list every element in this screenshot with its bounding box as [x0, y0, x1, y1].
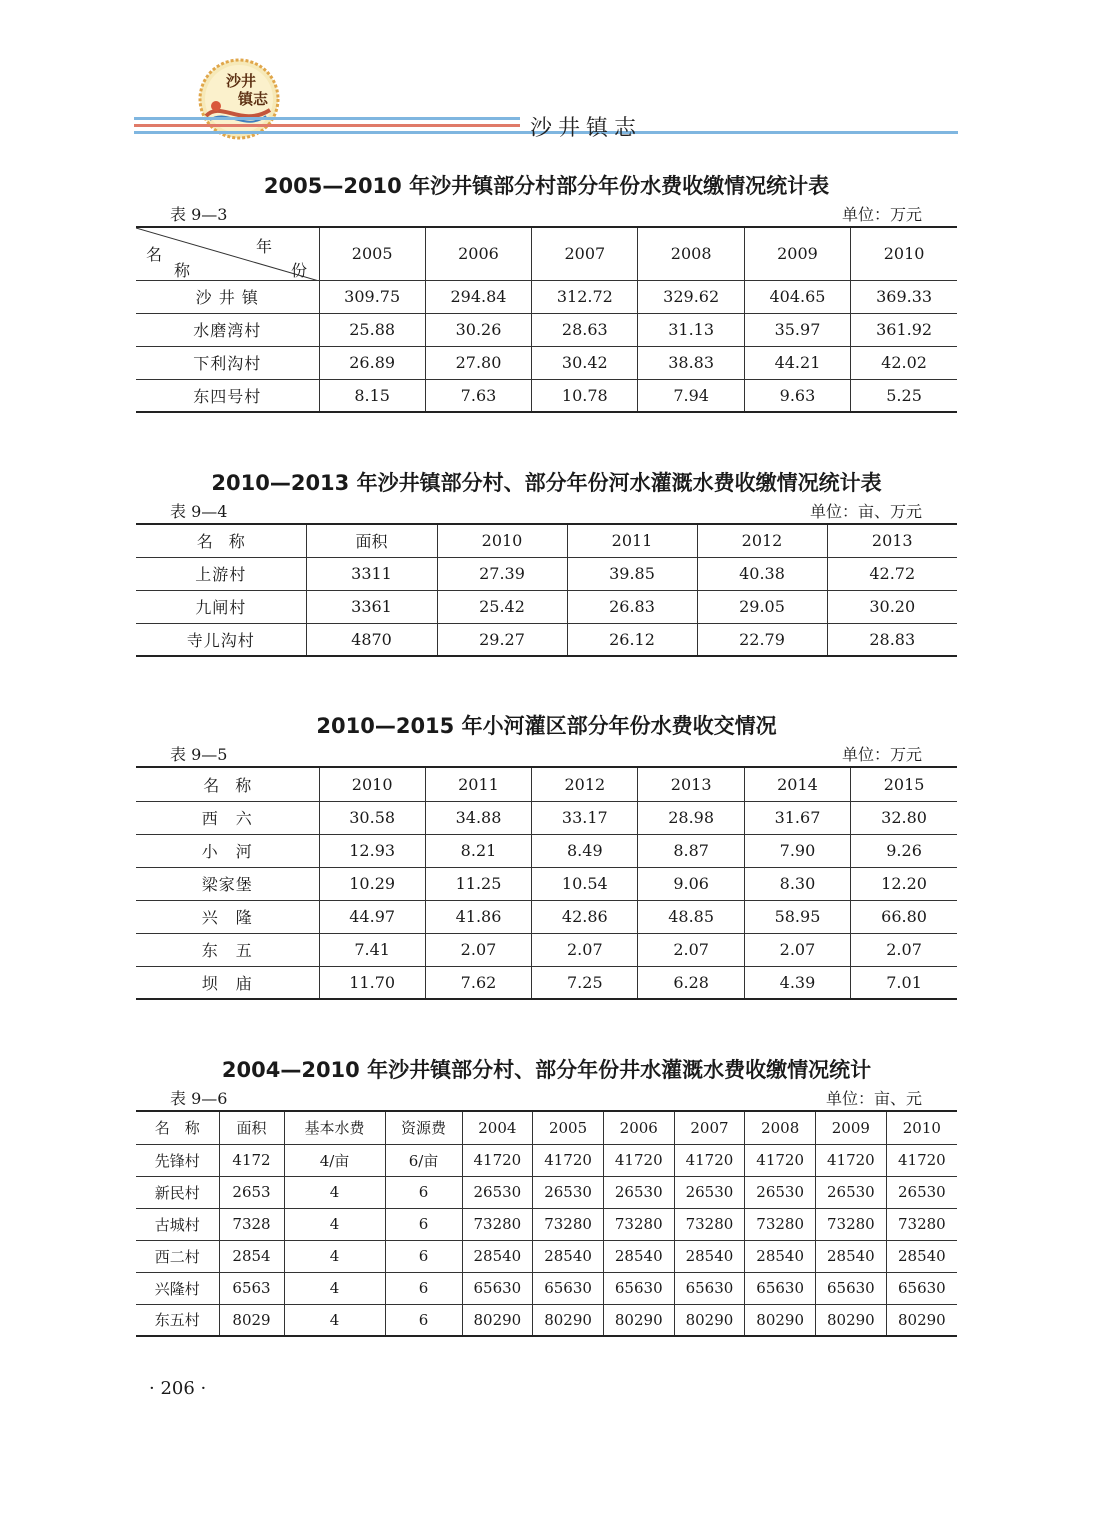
column-header: 2011: [567, 524, 697, 557]
column-header: 2006: [425, 227, 531, 280]
table-unit: 单位：万元: [841, 745, 922, 764]
table-row: [136, 801, 957, 834]
cell-value: 42.86: [532, 900, 638, 933]
row-name: 兴隆村: [136, 1272, 219, 1304]
cell-value: 26530: [886, 1176, 957, 1208]
corner-label-fen: 份: [291, 261, 308, 280]
cell-value: 4: [284, 1240, 385, 1272]
row-name: 古城村: [136, 1208, 219, 1240]
table-section-9-4: [136, 467, 957, 657]
column-header: 2012: [697, 524, 827, 557]
table-row: [136, 1240, 957, 1272]
table-title: 2010—2013 年沙井镇部分村、部分年份河水灌溉水费收缴情况统计表: [211, 471, 882, 495]
column-header: 2005: [319, 227, 425, 280]
cell-value: 8.49: [532, 834, 638, 867]
cell-value: 38.83: [638, 346, 744, 379]
cell-value: 28540: [745, 1240, 816, 1272]
cell-value: 312.72: [532, 280, 638, 313]
table-number: 表 9—3: [170, 205, 228, 224]
cell-value: 41720: [886, 1144, 957, 1176]
row-name: 小 河: [136, 834, 319, 867]
cell-value: 12.20: [851, 867, 957, 900]
table-unit: 单位：亩、万元: [809, 502, 922, 521]
cell-value: 73280: [462, 1208, 533, 1240]
cell-value: 8.21: [425, 834, 531, 867]
cell-value: 30.42: [532, 346, 638, 379]
cell-value: 294.84: [425, 280, 531, 313]
header-rule-blue-top: [134, 117, 520, 120]
cell-value: 27.80: [425, 346, 531, 379]
cell-value: 4.39: [744, 966, 850, 999]
cell-value: 41720: [674, 1144, 745, 1176]
cell-value: 12.93: [319, 834, 425, 867]
table-row: [136, 867, 957, 900]
river-irrigation-fee-table-9-4: [136, 523, 957, 657]
cell-value: 4870: [306, 623, 437, 656]
column-header: 基本水费: [284, 1111, 385, 1144]
table-number: 表 9—4: [170, 502, 228, 521]
cell-value: 6: [385, 1272, 462, 1304]
column-header: 2008: [638, 227, 744, 280]
corner-label-year: 年: [256, 237, 273, 256]
table-row: [136, 623, 957, 656]
row-name: 西二村: [136, 1240, 219, 1272]
cell-value: 309.75: [319, 280, 425, 313]
cell-value: 28540: [674, 1240, 745, 1272]
row-name: 西 六: [136, 801, 319, 834]
table-row: [136, 900, 957, 933]
cell-value: 29.05: [697, 590, 827, 623]
table-row: [136, 1304, 957, 1336]
svg-text:沙井: 沙井: [226, 72, 257, 90]
cell-value: 41720: [745, 1144, 816, 1176]
column-header: 2007: [674, 1111, 745, 1144]
cell-value: 65630: [674, 1272, 745, 1304]
table-row: [136, 313, 957, 346]
column-header: 2013: [827, 524, 957, 557]
column-header: 2013: [638, 767, 744, 801]
cell-value: 28540: [462, 1240, 533, 1272]
xiaohe-irrigation-fee-table-9-5: [136, 766, 957, 1000]
cell-value: 40.38: [697, 557, 827, 590]
cell-value: 6/亩: [385, 1144, 462, 1176]
book-emblem-logo: [196, 58, 282, 140]
page-number: · 206 ·: [149, 1378, 207, 1399]
cell-value: 9.63: [744, 379, 850, 412]
cell-value: 2.07: [638, 933, 744, 966]
row-name: 坝 庙: [136, 966, 319, 999]
cell-value: 6: [385, 1240, 462, 1272]
cell-value: 2.07: [744, 933, 850, 966]
cell-value: 80290: [816, 1304, 887, 1336]
cell-value: 29.27: [437, 623, 567, 656]
column-header: 2012: [532, 767, 638, 801]
cell-value: 28540: [603, 1240, 674, 1272]
row-name: 东四号村: [136, 379, 319, 412]
column-header: 2010: [319, 767, 425, 801]
cell-value: 25.88: [319, 313, 425, 346]
row-name: 梁家堡: [136, 867, 319, 900]
cell-value: 28540: [533, 1240, 604, 1272]
cell-value: 10.54: [532, 867, 638, 900]
cell-value: 4172: [219, 1144, 284, 1176]
cell-value: 80290: [603, 1304, 674, 1336]
cell-value: 25.42: [437, 590, 567, 623]
cell-value: 48.85: [638, 900, 744, 933]
cell-value: 7328: [219, 1208, 284, 1240]
cell-value: 7.62: [425, 966, 531, 999]
column-header: 2014: [744, 767, 850, 801]
cell-value: 26.12: [567, 623, 697, 656]
cell-value: 41720: [603, 1144, 674, 1176]
cell-value: 2.07: [532, 933, 638, 966]
table-title: 2010—2015 年小河灌区部分年份水费收交情况: [316, 714, 777, 738]
diagonal-header-cell: [136, 227, 319, 280]
cell-value: 80290: [533, 1304, 604, 1336]
cell-value: 31.13: [638, 313, 744, 346]
cell-value: 5.25: [851, 379, 957, 412]
column-header: 2006: [603, 1111, 674, 1144]
table-row: [136, 1144, 957, 1176]
column-header: 名 称: [136, 767, 319, 801]
column-header: 2005: [533, 1111, 604, 1144]
cell-value: 73280: [886, 1208, 957, 1240]
well-irrigation-fee-table-9-6: [136, 1110, 957, 1337]
row-name: 沙 井 镇: [136, 280, 319, 313]
cell-value: 8.87: [638, 834, 744, 867]
cell-value: 26530: [816, 1176, 887, 1208]
cell-value: 8029: [219, 1304, 284, 1336]
cell-value: 8.30: [744, 867, 850, 900]
cell-value: 6: [385, 1304, 462, 1336]
cell-value: 26530: [674, 1176, 745, 1208]
cell-value: 32.80: [851, 801, 957, 834]
cell-value: 404.65: [744, 280, 850, 313]
running-title: 沙井镇志: [530, 116, 643, 141]
row-name: 上游村: [136, 557, 306, 590]
cell-value: 80290: [886, 1304, 957, 1336]
cell-value: 41720: [816, 1144, 887, 1176]
cell-value: 4/亩: [284, 1144, 385, 1176]
table-row: [136, 379, 957, 412]
cell-value: 28.63: [532, 313, 638, 346]
cell-value: 58.95: [744, 900, 850, 933]
cell-value: 41720: [533, 1144, 604, 1176]
cell-value: 80290: [745, 1304, 816, 1336]
table-title: 2005—2010 年沙井镇部分村部分年份水费收缴情况统计表: [263, 174, 830, 198]
cell-value: 26.83: [567, 590, 697, 623]
cell-value: 26530: [462, 1176, 533, 1208]
cell-value: 41.86: [425, 900, 531, 933]
column-header: 2010: [851, 227, 957, 280]
cell-value: 11.70: [319, 966, 425, 999]
cell-value: 66.80: [851, 900, 957, 933]
cell-value: 31.67: [744, 801, 850, 834]
table-row: [136, 1176, 957, 1208]
cell-value: 9.06: [638, 867, 744, 900]
cell-value: 4: [284, 1304, 385, 1336]
cell-value: 8.15: [319, 379, 425, 412]
cell-value: 41720: [462, 1144, 533, 1176]
cell-value: 7.01: [851, 966, 957, 999]
cell-value: 4: [284, 1208, 385, 1240]
page-header: [0, 0, 1093, 150]
table-row: [136, 933, 957, 966]
cell-value: 26530: [745, 1176, 816, 1208]
table-section-9-5: [136, 710, 957, 1000]
row-name: 下利沟村: [136, 346, 319, 379]
cell-value: 65630: [816, 1272, 887, 1304]
row-name: 寺儿沟村: [136, 623, 306, 656]
cell-value: 2653: [219, 1176, 284, 1208]
cell-value: 42.02: [851, 346, 957, 379]
corner-label-cheng: 称: [174, 261, 191, 280]
table-row: [136, 966, 957, 999]
cell-value: 22.79: [697, 623, 827, 656]
cell-value: 28540: [886, 1240, 957, 1272]
column-header: 面积: [219, 1111, 284, 1144]
cell-value: 33.17: [532, 801, 638, 834]
cell-value: 6.28: [638, 966, 744, 999]
column-header: 2010: [886, 1111, 957, 1144]
table-row: [136, 834, 957, 867]
cell-value: 73280: [533, 1208, 604, 1240]
cell-value: 27.39: [437, 557, 567, 590]
cell-value: 7.90: [744, 834, 850, 867]
cell-value: 2.07: [851, 933, 957, 966]
table-row: [136, 280, 957, 313]
cell-value: 65630: [603, 1272, 674, 1304]
cell-value: 80290: [674, 1304, 745, 1336]
row-name: 先锋村: [136, 1144, 219, 1176]
cell-value: 361.92: [851, 313, 957, 346]
cell-value: 26530: [603, 1176, 674, 1208]
cell-value: 80290: [462, 1304, 533, 1336]
cell-value: 7.94: [638, 379, 744, 412]
cell-value: 28.98: [638, 801, 744, 834]
cell-value: 7.25: [532, 966, 638, 999]
column-header: 名 称: [136, 1111, 219, 1144]
column-header: 2010: [437, 524, 567, 557]
table-row: [136, 1208, 957, 1240]
cell-value: 11.25: [425, 867, 531, 900]
cell-value: 4: [284, 1176, 385, 1208]
column-header: 2008: [745, 1111, 816, 1144]
cell-value: 10.78: [532, 379, 638, 412]
table-unit: 单位：万元: [841, 205, 922, 224]
cell-value: 26530: [533, 1176, 604, 1208]
cell-value: 34.88: [425, 801, 531, 834]
cell-value: 2854: [219, 1240, 284, 1272]
cell-value: 44.21: [744, 346, 850, 379]
cell-value: 65630: [462, 1272, 533, 1304]
cell-value: 2.07: [425, 933, 531, 966]
column-header: 2007: [532, 227, 638, 280]
cell-value: 7.63: [425, 379, 531, 412]
cell-value: 4: [284, 1272, 385, 1304]
row-name: 九闸村: [136, 590, 306, 623]
table-title: 2004—2010 年沙井镇部分村、部分年份井水灌溉水费收缴情况统计: [221, 1058, 872, 1082]
cell-value: 329.62: [638, 280, 744, 313]
column-header: 2015: [851, 767, 957, 801]
table-row: [136, 1272, 957, 1304]
table-section-9-3: [136, 170, 957, 413]
cell-value: 39.85: [567, 557, 697, 590]
cell-value: 28540: [816, 1240, 887, 1272]
table-number: 表 9—5: [170, 745, 228, 764]
cell-value: 65630: [533, 1272, 604, 1304]
cell-value: 3311: [306, 557, 437, 590]
cell-value: 35.97: [744, 313, 850, 346]
svg-text:镇志: 镇志: [238, 90, 269, 108]
column-header: 名 称: [136, 524, 306, 557]
cell-value: 44.97: [319, 900, 425, 933]
water-fee-table-9-3: [136, 226, 957, 413]
table-row: [136, 346, 957, 379]
cell-value: 26.89: [319, 346, 425, 379]
cell-value: 73280: [745, 1208, 816, 1240]
table-row: [136, 590, 957, 623]
column-header: 资源费: [385, 1111, 462, 1144]
row-name: 兴 隆: [136, 900, 319, 933]
table-unit: 单位：亩、元: [825, 1089, 922, 1108]
row-name: 东 五: [136, 933, 319, 966]
cell-value: 7.41: [319, 933, 425, 966]
row-name: 水磨湾村: [136, 313, 319, 346]
cell-value: 30.20: [827, 590, 957, 623]
column-header: 2004: [462, 1111, 533, 1144]
cell-value: 28.83: [827, 623, 957, 656]
corner-label-name: 名: [146, 245, 163, 264]
row-name: 东五村: [136, 1304, 219, 1336]
cell-value: 65630: [745, 1272, 816, 1304]
table-row: [136, 557, 957, 590]
cell-value: 9.26: [851, 834, 957, 867]
cell-value: 369.33: [851, 280, 957, 313]
cell-value: 10.29: [319, 867, 425, 900]
column-header: 面积: [306, 524, 437, 557]
cell-value: 30.26: [425, 313, 531, 346]
cell-value: 73280: [816, 1208, 887, 1240]
cell-value: 73280: [603, 1208, 674, 1240]
cell-value: 3361: [306, 590, 437, 623]
column-header: 2009: [744, 227, 850, 280]
table-number: 表 9—6: [170, 1089, 228, 1108]
cell-value: 30.58: [319, 801, 425, 834]
header-rule-red: [134, 124, 520, 127]
cell-value: 6: [385, 1208, 462, 1240]
cell-value: 42.72: [827, 557, 957, 590]
column-header: 2011: [425, 767, 531, 801]
cell-value: 65630: [886, 1272, 957, 1304]
cell-value: 73280: [674, 1208, 745, 1240]
column-header: 2009: [816, 1111, 887, 1144]
table-section-9-6: [136, 1054, 957, 1337]
cell-value: 6563: [219, 1272, 284, 1304]
cell-value: 6: [385, 1176, 462, 1208]
row-name: 新民村: [136, 1176, 219, 1208]
